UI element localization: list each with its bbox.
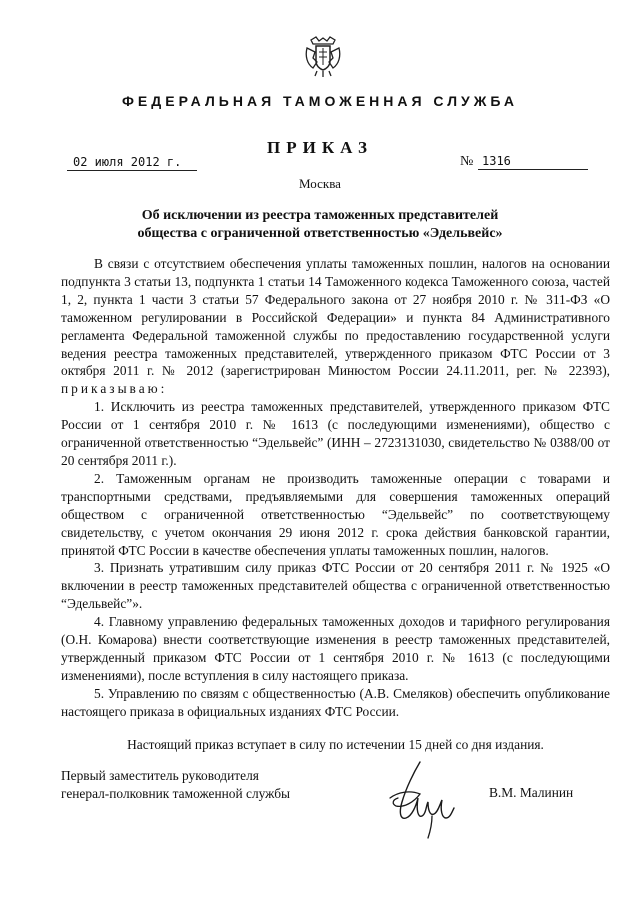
heading-line-1: Об исключении из реестра таможенных представителей	[141, 208, 499, 223]
order-item-3: 3. Признать утратившим силу приказ ФТС России от 20 сентября 2011 г. № 1925 «О включении в реестр таможенных представителей общества с ограниченной ответственностью “Эдельвейс”».	[61, 560, 610, 612]
order-number: 1316	[478, 153, 588, 170]
signer-position-line-2: генерал-полковник таможенной службы	[61, 786, 291, 801]
order-item-1: 1. Исключить из реестра таможенных представителей, утвержденного приказом ФТС России от 1 сентября 2010 г. № 1613 (с последующими изменениями), общество с ограниченной ответственностью “Эдельвейс” (ИНН – 2723131030, свидетельство № 0388/00 от 20 сентября 2011 г.).	[61, 399, 610, 468]
effective-date-clause: Настоящий приказ вступает в силу по истечении 15 дней со дня издания.	[127, 737, 544, 752]
agency-name: ФЕДЕРАЛЬНАЯ ТАМОЖЕННАЯ СЛУЖБА	[121, 93, 519, 109]
signer-position	[61, 767, 381, 803]
heading-line-2: общества с ограниченной ответственностью «Эдельвейс»	[137, 226, 503, 241]
order-body	[61, 255, 610, 721]
order-item-2: 2. Таможенным органам не производить таможенные операции с товарами и транспортными средствами, предъявляемыми для совершения таможенных операций обществом с ограниченной ответственностью “Эдельвейс” по соответствующему свидетельству, с учетом окончания 29 июня 2012 г. срока действия банковской гарантии, принятой ФТС России в качестве обеспечения уплаты таможенных пошлин, налогов.	[61, 470, 610, 558]
order-date: 02 июля 2012 г.	[67, 154, 197, 171]
city: Москва	[299, 176, 341, 191]
handwritten-signature-icon	[376, 758, 458, 840]
signer-name: В.М. Малинин	[489, 785, 574, 800]
order-word: приказываю:	[61, 381, 168, 397]
number-sign: №	[460, 154, 474, 169]
signer-position-line-1: Первый заместитель руководителя	[61, 768, 259, 783]
order-number-field	[460, 153, 588, 170]
coat-of-arms-icon	[303, 34, 343, 78]
intro-text: В связи с отсутствием обеспечения уплаты таможенных пошлин, налогов на основании подпункта 3 статьи 13, подпункта 1 статьи 14 Таможенного кодекса Таможенного союза, частей 1, 2, пункта 1 части 3 статьи 57 Федерального закона от 27 ноября 2010 г. № 311-ФЗ «О таможенном регулировании в Российской Федерации» и пункта 84 Административного регламента Федеральной таможенной службы по предоставлению государственной услуги ведения реестра таможенных представителей, утвержденного приказом ФТС России от 3 октября 2011 г. № 2012 (зарегистрирован Минюстом России 24.11.2011, рег. № 22393),	[61, 256, 610, 379]
document-type: ПРИКАЗ	[267, 138, 373, 157]
order-heading	[110, 207, 530, 243]
order-item-4: 4. Главному управлению федеральных таможенных доходов и тарифного регулирования (О.Н. Комарова) внести соответствующие изменения в реестр таможенных представителей, утвержденный приказом ФТС России от 1 сентября 2010 г. № 1613 (с последующими изменениями), после вступления в силу настоящего приказа.	[61, 614, 610, 683]
order-item-5: 5. Управлению по связям с общественностью (А.В. Смеляков) обеспечить опубликование настоящего приказа в официальных изданиях ФТС России.	[61, 685, 610, 719]
intro-paragraph	[61, 255, 610, 398]
